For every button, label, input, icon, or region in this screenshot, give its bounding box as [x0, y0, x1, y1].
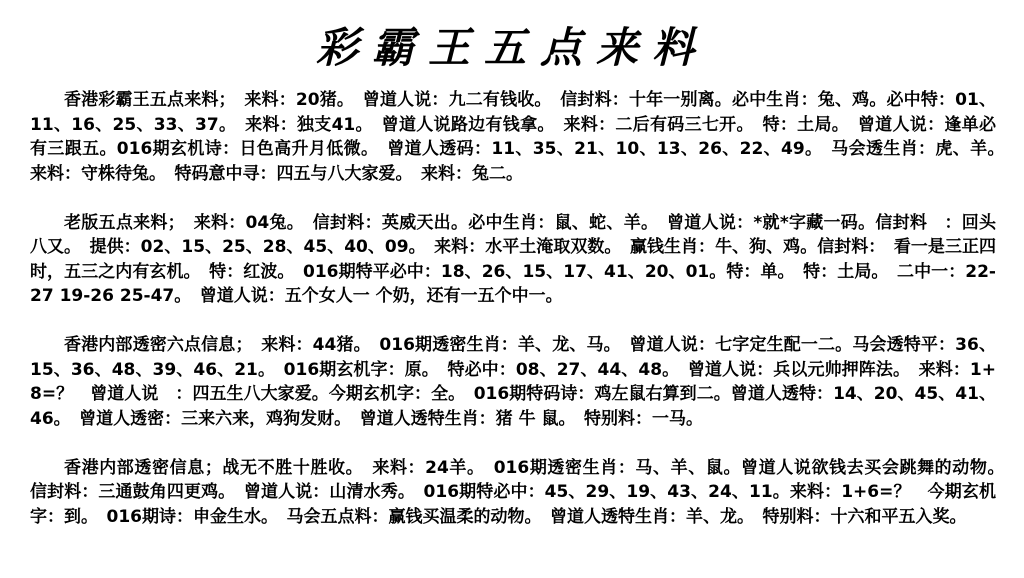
article-body	[30, 88, 1013, 554]
paragraph-hk-bawang: 香港彩霸王五点来料； 来料：20猪。 曾道人说：九二有钱收。 信封料：十年一别离。必中生肖：兔、鸡。必中特：01、11、16、25、33、37。 来料：独支41。 曾道人说路边有钱拿。 来料：二后有码三七开。 特：土局。 曾道人说：逢单必有三跟五。016期玄机诗：日色高升月低微。 曾道人透码：11、35、21、10、13、26、22、49。 马会透生肖：虎、羊。 来料：守株待兔。 特码意中寻：四五与八大家爱。 来料：兔二。	[30, 90, 1013, 184]
paragraph-hk-six-point: 香港内部透密六点信息； 来料：44猪。 016期透密生肖：羊、龙、马。 曾道人说：七字定生配一二。马会透特平：36、15、36、48、39、46、21。 016期玄机字：原。 特必中：08、27、44、48。 曾道人说：兵以元帅押阵法。 来料：1+8=？ 曾道人说 ：四五生八大家爱。今期玄机字：全。 016期特码诗：鸡左鼠右算到二。曾道人透特：14、20、45、41、46。 曾道人透密：三来六来，鸡狗发财。 曾道人透特生肖：猪 牛 鼠。 特别料：一马。	[30, 335, 996, 429]
paragraph-hk-internal: 香港内部透密信息；战无不胜十胜收。 来料：24羊。 016期透密生肖：马、羊、鼠。曾道人说欲钱去买会跳舞的动物。 信封料：三通鼓角四更鸡。 曾道人说：山清水秀。 016期特必中：45、29、19、43、24、11。来料：1+6=？ 今期玄机字：到。 016期诗：申金生水。 马会五点料：赢钱买温柔的动物。 曾道人透特生肖：羊、龙。 特别料：十六和平五入奖。	[30, 457, 1013, 527]
page-title: 彩霸王五点来料	[315, 23, 708, 72]
paragraph-old-version: 老版五点来料； 来料：04兔。 信封料：英威天出。必中生肖：鼠、蛇、羊。 曾道人说：*就*字藏一码。信封料 ：回头八又。 提供：02、15、25、28、45、40、09。 来料：水平土淹取双数。 赢钱生肖：牛、狗、鸡。信封料： 看一是三正四时，五三之内有玄机。 特：红波。 016期特平必中：18、26、15、17、41、20、01。特：单。 特：土局。 二中一：22-27 19-26 25-47。 曾道人说：五个女人一 个奶，还有一五个中一。	[30, 212, 996, 306]
